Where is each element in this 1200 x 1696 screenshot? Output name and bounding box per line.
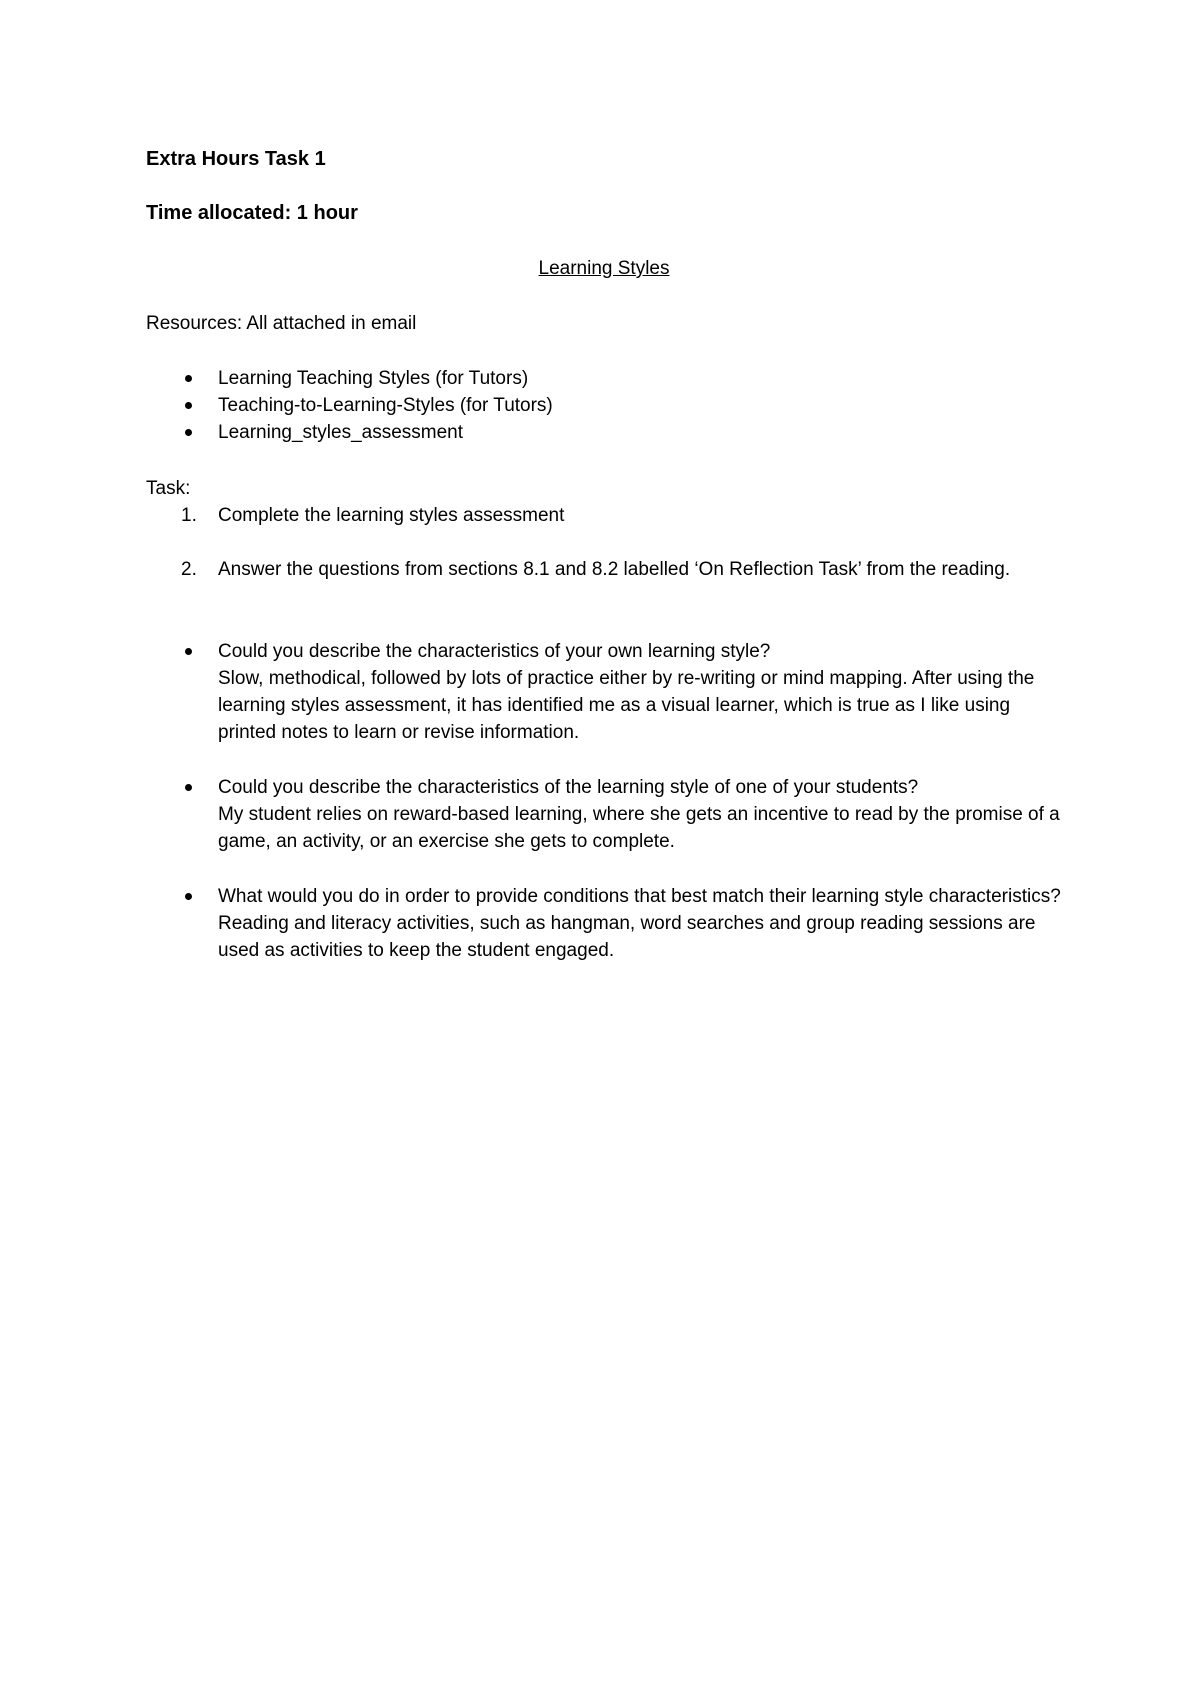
question-item (218, 638, 1068, 746)
task-number: 2. (181, 559, 197, 580)
question-text: Could you describe the characteristics of your own learning style? (218, 641, 771, 662)
question-text: What would you do in order to provide conditions that best match their learning style characteristics? (218, 886, 1061, 907)
answer-text: Slow, methodical, followed by lots of practice either by re-writing or mind mapping. After using the learning styles assessment, it has identified me as a visual learner, which is true as I like using printed notes to learn or revise information. (218, 668, 1035, 743)
bullet-icon (185, 893, 192, 900)
bullet-icon (185, 784, 192, 791)
section-heading: Learning Styles (538, 258, 670, 279)
document-title: Extra Hours Task 1 (146, 148, 326, 170)
bullet-icon (185, 648, 192, 655)
bullet-icon (185, 402, 192, 409)
resource-item: Learning_styles_assessment (218, 422, 464, 443)
resource-item: Teaching-to-Learning-Styles (for Tutors) (218, 395, 553, 416)
resource-item: Learning Teaching Styles (for Tutors) (218, 368, 529, 389)
bullet-icon (185, 429, 192, 436)
question-item (218, 883, 1068, 964)
question-item (218, 774, 1068, 855)
task-item: Complete the learning styles assessment (218, 505, 565, 526)
answer-text: Reading and literacy activities, such as hangman, word searches and group reading sessions are used as activities to keep the student engaged. (218, 913, 1036, 961)
task-label: Task: (146, 478, 191, 499)
resources-label: Resources: All attached in email (146, 313, 417, 334)
bullet-icon (185, 375, 192, 382)
task-item: Answer the questions from sections 8.1 and 8.2 labelled ‘On Reflection Task’ from the reading. (218, 559, 1011, 580)
task-number: 1. (181, 505, 197, 526)
question-text: Could you describe the characteristics of the learning style of one of your students? (218, 777, 919, 798)
time-allocated: Time allocated: 1 hour (146, 202, 358, 224)
answer-text: My student relies on reward-based learning, where she gets an incentive to read by the promise of a game, an activity, or an exercise she gets to complete. (218, 804, 1060, 852)
